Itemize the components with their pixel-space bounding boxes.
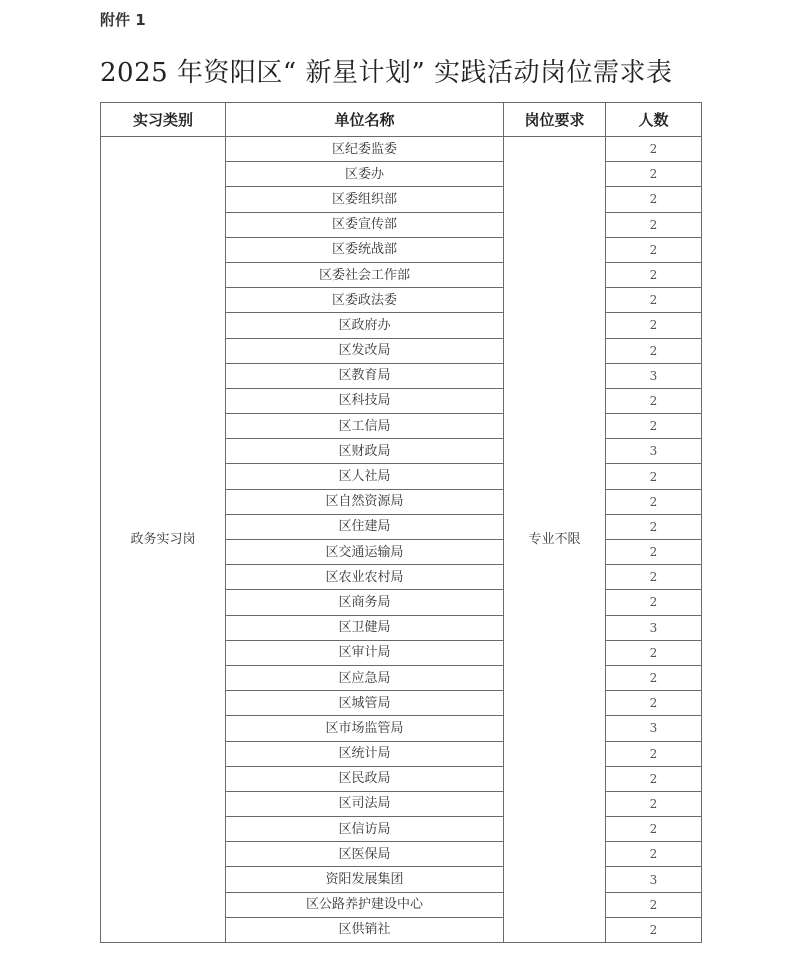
headcount-cell: 2	[606, 741, 702, 766]
attachment-label: 附件 1	[100, 11, 146, 29]
unit-name-cell: 区委组织部	[226, 187, 504, 212]
unit-name-cell: 区农业农村局	[226, 565, 504, 590]
requirement-cell: 专业不限	[504, 137, 606, 943]
headcount-cell: 3	[606, 716, 702, 741]
document-title: 2025 年资阳区“ 新星计划” 实践活动岗位需求表	[100, 58, 673, 88]
unit-name-cell: 区信访局	[226, 817, 504, 842]
unit-name-cell: 区城管局	[226, 691, 504, 716]
headcount-cell: 2	[606, 817, 702, 842]
unit-name-cell: 区民政局	[226, 766, 504, 791]
unit-name-cell: 区教育局	[226, 363, 504, 388]
unit-name-cell: 区供销社	[226, 917, 504, 942]
table-body	[101, 137, 702, 943]
headcount-cell: 2	[606, 665, 702, 690]
headcount-cell: 2	[606, 540, 702, 565]
headcount-cell: 2	[606, 842, 702, 867]
unit-name-cell: 区交通运输局	[226, 540, 504, 565]
headcount-cell: 3	[606, 867, 702, 892]
headcount-cell: 2	[606, 892, 702, 917]
unit-name-cell: 区财政局	[226, 439, 504, 464]
category-cell: 政务实习岗	[101, 137, 226, 943]
headcount-cell: 2	[606, 237, 702, 262]
header-requirement: 岗位要求	[504, 103, 606, 137]
unit-name-cell: 区发改局	[226, 338, 504, 363]
unit-name-cell: 区公路养护建设中心	[226, 892, 504, 917]
headcount-cell: 2	[606, 766, 702, 791]
unit-name-cell: 区委宣传部	[226, 212, 504, 237]
headcount-cell: 2	[606, 137, 702, 162]
unit-name-cell: 区自然资源局	[226, 489, 504, 514]
headcount-cell: 2	[606, 565, 702, 590]
unit-name-cell: 区委政法委	[226, 288, 504, 313]
header-unit-name: 单位名称	[226, 103, 504, 137]
headcount-cell: 2	[606, 212, 702, 237]
unit-name-cell: 区纪委监委	[226, 137, 504, 162]
unit-name-cell: 区应急局	[226, 665, 504, 690]
unit-name-cell: 区科技局	[226, 388, 504, 413]
unit-name-cell: 区政府办	[226, 313, 504, 338]
table-header-row	[101, 103, 702, 137]
headcount-cell: 2	[606, 489, 702, 514]
unit-name-cell: 区医保局	[226, 842, 504, 867]
headcount-cell: 2	[606, 313, 702, 338]
table-row	[101, 137, 702, 162]
headcount-cell: 2	[606, 917, 702, 942]
unit-name-cell: 资阳发展集团	[226, 867, 504, 892]
unit-name-cell: 区人社局	[226, 464, 504, 489]
unit-name-cell: 区市场监管局	[226, 716, 504, 741]
headcount-cell: 2	[606, 590, 702, 615]
unit-name-cell: 区统计局	[226, 741, 504, 766]
headcount-cell: 2	[606, 791, 702, 816]
unit-name-cell: 区住建局	[226, 514, 504, 539]
unit-name-cell: 区委办	[226, 162, 504, 187]
unit-name-cell: 区司法局	[226, 791, 504, 816]
unit-name-cell: 区商务局	[226, 590, 504, 615]
headcount-cell: 2	[606, 514, 702, 539]
headcount-cell: 2	[606, 187, 702, 212]
headcount-cell: 2	[606, 338, 702, 363]
headcount-cell: 2	[606, 162, 702, 187]
headcount-cell: 2	[606, 464, 702, 489]
headcount-cell: 2	[606, 388, 702, 413]
header-headcount: 人数	[606, 103, 702, 137]
position-demand-table	[100, 102, 702, 943]
headcount-cell: 2	[606, 414, 702, 439]
unit-name-cell: 区审计局	[226, 640, 504, 665]
unit-name-cell: 区委社会工作部	[226, 262, 504, 287]
headcount-cell: 3	[606, 439, 702, 464]
headcount-cell: 3	[606, 615, 702, 640]
unit-name-cell: 区卫健局	[226, 615, 504, 640]
unit-name-cell: 区工信局	[226, 414, 504, 439]
headcount-cell: 2	[606, 262, 702, 287]
headcount-cell: 2	[606, 691, 702, 716]
headcount-cell: 3	[606, 363, 702, 388]
headcount-cell: 2	[606, 640, 702, 665]
headcount-cell: 2	[606, 288, 702, 313]
header-category: 实习类别	[101, 103, 226, 137]
unit-name-cell: 区委统战部	[226, 237, 504, 262]
